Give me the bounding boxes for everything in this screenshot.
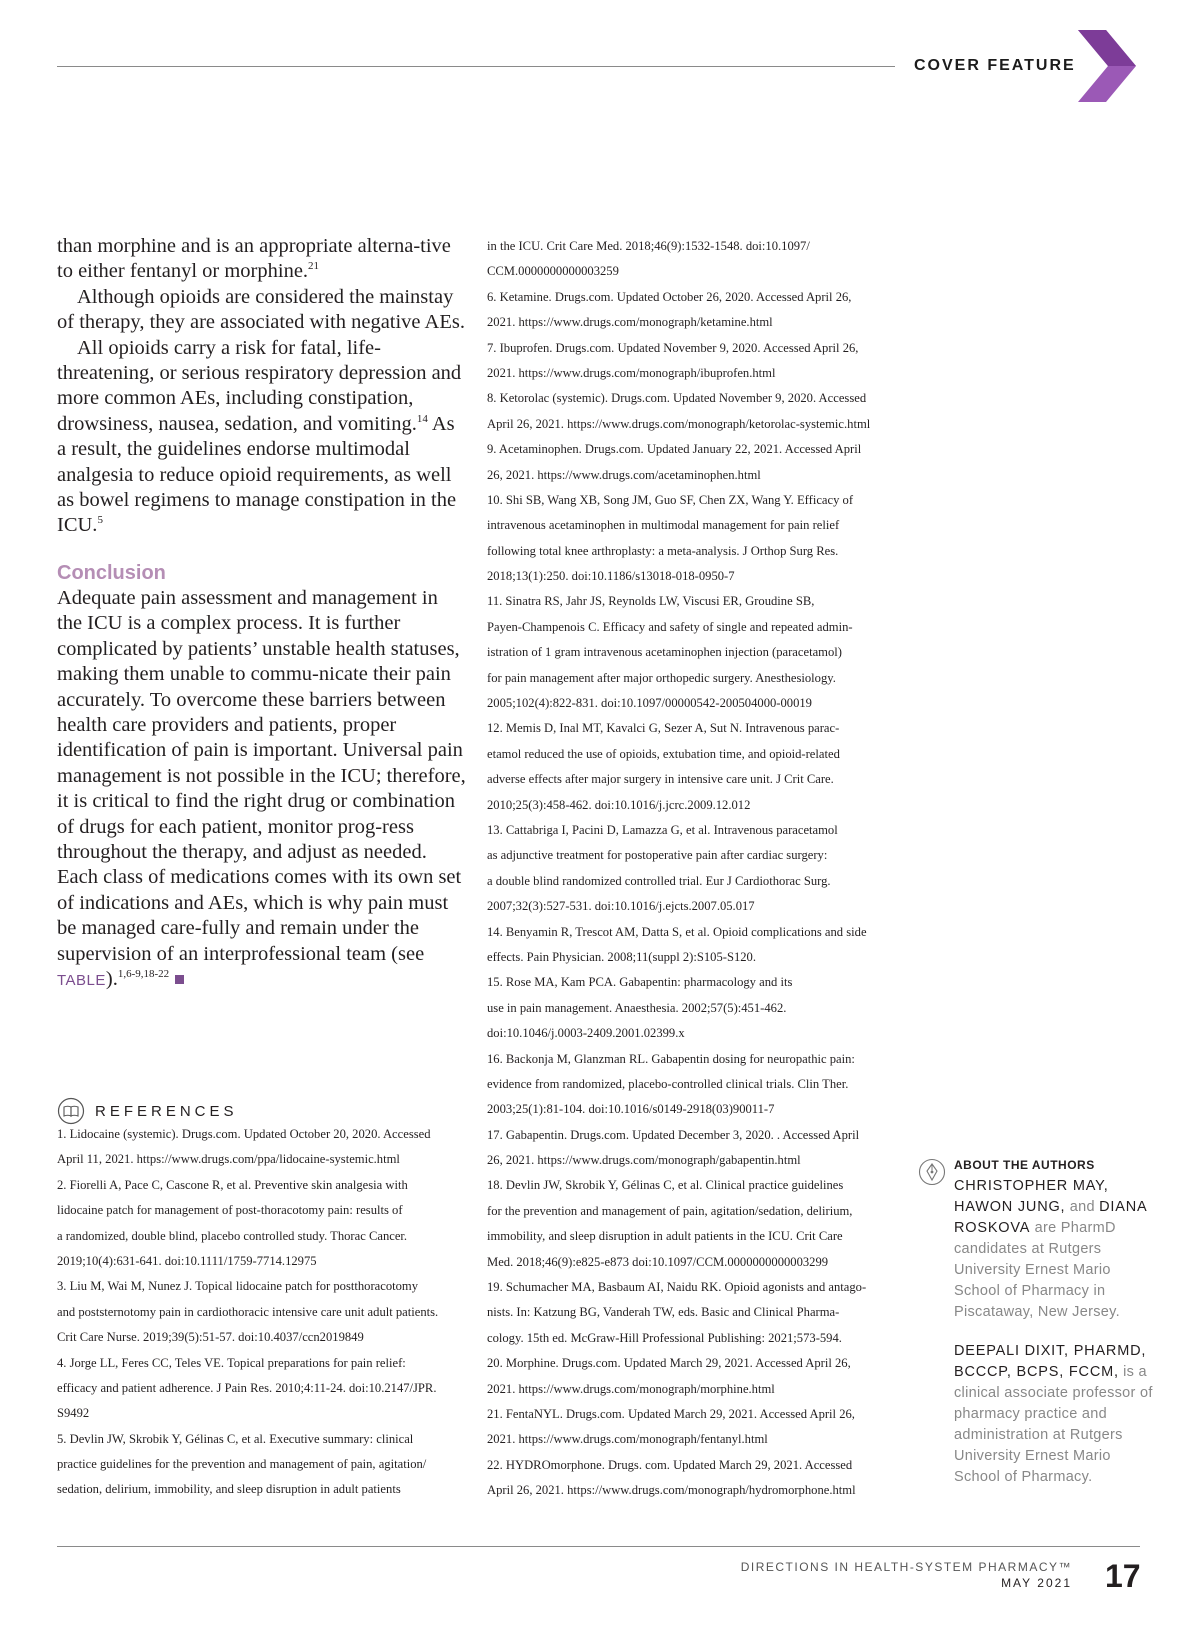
citation: 5 — [97, 514, 103, 527]
conclusion-body — [57, 586, 467, 994]
left-column — [57, 234, 467, 993]
reference-line: 1. Lidocaine (systemic). Drugs.com. Updated October 20, 2020. Accessed — [57, 1127, 431, 1141]
reference-line: 26, 2021. https://www.drugs.com/monograph/gabapentin.html — [487, 1153, 801, 1168]
reference-line: 20. Morphine. Drugs.com. Updated March 29, 2021. Accessed April 26, — [487, 1356, 851, 1371]
publication-name: DIRECTIONS IN HEALTH-SYSTEM PHARMACY™ — [740, 1560, 1072, 1574]
author-name: CHRISTOPHER MAY, — [954, 1178, 1109, 1194]
article-body — [57, 234, 467, 539]
reference-line: April 11, 2021. https://www.drugs.com/ppa/lidocaine-systemic.html — [57, 1152, 400, 1167]
references-left-column — [57, 1122, 467, 1503]
reference-line: 19. Schumacher MA, Basbaum AI, Naidu RK. Opioid agonists and antago- — [487, 1280, 867, 1295]
page-number: 17 — [1105, 1558, 1141, 1594]
reference-line: as adjunctive treatment for postoperative pain after cardiac surgery: — [487, 848, 828, 863]
reference-line: 2. Fiorelli A, Pace C, Cascone R, et al. Preventive skin analgesia with — [57, 1177, 408, 1192]
reference-line: sedation, delirium, immobility, and sleep disruption in adult patients — [57, 1482, 401, 1497]
reference-line: nists. In: Katzung BG, Vanderah TW, eds. Basic and Clinical Pharma- — [487, 1305, 840, 1320]
reference-line: efficacy and patient adherence. J Pain Res. 2010;4:11-24. doi:10.2147/JPR. — [57, 1380, 437, 1395]
reference-line: 2021. https://www.drugs.com/monograph/ibuprofen.html — [487, 365, 776, 380]
conjunction: and — [1069, 1199, 1095, 1215]
reference-line: evidence from randomized, placebo-controlled clinical trials. Clin Ther. — [487, 1076, 849, 1091]
paragraph-3 — [57, 336, 467, 539]
reference-line: 2010;25(3):458-462. doi:10.1016/j.jcrc.2009.12.012 — [487, 797, 751, 812]
reference-line: 15. Rose MA, Kam PCA. Gabapentin: pharmacology and its — [487, 975, 793, 990]
author-name: DEEPALI DIXIT, PHARMD, BCCCP, BCPS, FCCM, — [954, 1343, 1147, 1380]
end-mark-icon — [175, 975, 184, 984]
reference-line: in the ICU. Crit Care Med. 2018;46(9):1532-1548. doi:10.1097/ — [487, 239, 810, 253]
chevron-arrow-icon — [1078, 30, 1136, 102]
paragraph-2: Although opioids are considered the mainstay of therapy, they are associated with negative AEs. — [57, 285, 465, 334]
issue-date: MAY 2021 — [1001, 1576, 1072, 1590]
paragraph-1 — [57, 234, 467, 285]
reference-line: 2018;13(1):250. doi:10.1186/s13018-018-0950-7 — [487, 569, 735, 584]
about-heading: ABOUT THE AUTHORS — [954, 1158, 1095, 1172]
reference-line: S9492 — [57, 1406, 90, 1421]
reference-line: 11. Sinatra RS, Jahr JS, Reynolds LW, Viscusi ER, Groudine SB, — [487, 594, 815, 609]
bio-text: are PharmD candidates at Rutgers University Ernest Mario School of Pharmacy in Piscataway, New Jersey. — [954, 1220, 1120, 1320]
author-name: HAWON JUNG, — [954, 1199, 1066, 1215]
reference-line: 12. Memis D, Inal MT, Kavalci G, Sezer A, Sut N. Intravenous parac- — [487, 721, 840, 736]
reference-line: etamol reduced the use of opioids, extubation time, and opioid-related — [487, 746, 840, 761]
bio-text: is a clinical associate professor of pharmacy practice and administration at Rutgers University Ernest Mario School of Pharmacy. — [954, 1364, 1153, 1485]
reference-line: 2007;32(3):527-531. doi:10.1016/j.ejcts.2007.05.017 — [487, 899, 755, 914]
reference-line: immobility, and sleep disruption in adult patients in the ICU. Crit Care — [487, 1229, 843, 1244]
table-link[interactable]: TABLE — [57, 971, 106, 989]
para3a-text: All opioids carry a risk for fatal, life-threatening, or serious respiratory depression and more common AEs, including constipation, drowsiness, nausea, sedation, and vomiting. — [57, 336, 462, 435]
reference-line: 18. Devlin JW, Skrobik Y, Gélinas C, et al. Clinical practice guidelines — [487, 1178, 844, 1193]
reference-line: 2021. https://www.drugs.com/monograph/ketamine.html — [487, 315, 773, 330]
reference-line: Crit Care Nurse. 2019;39(5):51-57. doi:10.4037/ccn2019849 — [57, 1330, 364, 1345]
about-authors — [954, 1158, 1154, 1506]
footer-rule — [57, 1546, 1140, 1547]
reference-line: April 26, 2021. https://www.drugs.com/monograph/hydromorphone.html — [487, 1483, 856, 1498]
reference-line: 26, 2021. https://www.drugs.com/acetaminophen.html — [487, 467, 761, 482]
reference-line: practice guidelines for the prevention and management of pain, agitation/ — [57, 1457, 427, 1472]
reference-line: Med. 2018;46(9):e825-e873 doi:10.1097/CCM.0000000000003299 — [487, 1254, 829, 1269]
conclusion-heading: Conclusion — [57, 561, 166, 584]
conclusion-text: Adequate pain assessment and management in the ICU is a complex process. It is further complicated by patients’ unstable health statuses, making them unable to commu-nicate their pain accurately. To overcome these barriers between health care providers and patients, proper identification of pain is important. Universal pain management is not possible in the ICU; therefore, it is critical to find the right drug or combination of drugs for each patient, monitor prog-ress throughout the therapy, and adjust as needed. Each class of medications comes with its own set of indications and AEs, which is why pain must be managed care-fully and remain under the supervision of an interprofessional team (see — [57, 586, 466, 965]
references-title: REFERENCES — [95, 1102, 238, 1120]
reference-line: 2003;25(1):81-104. doi:10.1016/s0149-2918(03)90011-7 — [487, 1102, 775, 1117]
reference-line: istration of 1 gram intravenous acetaminophen injection (paracetamol) — [487, 645, 842, 660]
reference-line: 2005;102(4):822-831. doi:10.1097/00000542-200504000-00019 — [487, 696, 812, 711]
reference-line: and poststernotomy pain in cardiothoracic intensive care unit adult patients. — [57, 1304, 439, 1319]
reference-line: cology. 15th ed. McGraw-Hill Professional Publishing: 2021;573-594. — [487, 1330, 842, 1345]
conclusion-close: ). — [105, 967, 118, 990]
reference-line: a randomized, double blind, placebo controlled study. Thorac Cancer. — [57, 1228, 408, 1243]
references-header — [57, 1097, 238, 1125]
reference-line: following total knee arthroplasty: a meta-analysis. J Orthop Surg Res. — [487, 543, 839, 558]
citation: 1,6-9,18-22 — [117, 968, 170, 981]
header-rule — [57, 66, 895, 67]
references-right-column — [487, 234, 897, 1504]
reference-line: Payen-Champenois C. Efficacy and safety of single and repeated admin- — [487, 619, 853, 634]
reference-line: for the prevention and management of pain, agitation/sedation, delirium, — [487, 1203, 853, 1218]
para3b-text: As a result, the guidelines endorse multimodal analgesia to reduce opioid requirements, as well as bowel regimens to manage constipation in the ICU. — [57, 412, 457, 537]
reference-line: 9. Acetaminophen. Drugs.com. Updated January 22, 2021. Accessed April — [487, 442, 862, 457]
reference-line: 6. Ketamine. Drugs.com. Updated October 26, 2020. Accessed April 26, — [487, 289, 852, 304]
reference-line: 8. Ketorolac (systemic). Drugs.com. Updated November 9, 2020. Accessed — [487, 391, 867, 406]
citation: 14 — [416, 413, 428, 426]
section-label: COVER FEATURE — [914, 57, 1076, 74]
reference-line: April 26, 2021. https://www.drugs.com/monograph/ketorolac-systemic.html — [487, 416, 871, 431]
reference-line: 7. Ibuprofen. Drugs.com. Updated November 9, 2020. Accessed April 26, — [487, 340, 859, 355]
reference-line: 3. Liu M, Wai M, Nunez J. Topical lidocaine patch for postthoracotomy — [57, 1279, 419, 1294]
reference-line: 16. Backonja M, Glanzman RL. Gabapentin dosing for neuropathic pain: — [487, 1051, 855, 1066]
reference-line: CCM.0000000000003259 — [487, 264, 619, 279]
author-name: DIANA — [1099, 1199, 1148, 1215]
reference-line: 13. Cattabriga I, Pacini D, Lamazza G, et al. Intravenous paracetamol — [487, 822, 838, 837]
reference-line: 2019;10(4):631-641. doi:10.1111/1759-7714.12975 — [57, 1253, 317, 1268]
reference-line: adverse effects after major surgery in intensive care unit. J Crit Care. — [487, 772, 834, 787]
reference-line: 14. Benyamin R, Trescot AM, Datta S, et al. Opioid complications and side — [487, 924, 867, 939]
reference-line: intravenous acetaminophen in multimodal management for pain relief — [487, 518, 840, 533]
reference-line: for pain management after major orthopedic surgery. Anesthesiology. — [487, 670, 836, 685]
reference-line: 21. FentaNYL. Drugs.com. Updated March 29, 2021. Accessed April 26, — [487, 1406, 855, 1421]
author-bio-2 — [954, 1341, 1154, 1488]
reference-line: 2021. https://www.drugs.com/monograph/morphine.html — [487, 1381, 775, 1396]
reference-line: 5. Devlin JW, Skrobik Y, Gélinas C, et al. Executive summary: clinical — [57, 1431, 414, 1446]
citation: 21 — [308, 260, 320, 273]
reference-line: 17. Gabapentin. Drugs.com. Updated December 3, 2020. . Accessed April — [487, 1127, 860, 1142]
book-icon — [57, 1097, 87, 1125]
author-name: ROSKOVA — [954, 1220, 1031, 1236]
reference-line: 22. HYDROmorphone. Drugs. com. Updated March 29, 2021. Accessed — [487, 1457, 853, 1472]
reference-line: effects. Pain Physician. 2008;11(suppl 2):S105-S120. — [487, 949, 757, 964]
para1-text: than morphine and is an appropriate alterna-tive to either fentanyl or morphine. — [57, 235, 451, 283]
reference-line: lidocaine patch for management of post-thoracotomy pain: results of — [57, 1203, 403, 1218]
reference-line: 4. Jorge LL, Feres CC, Teles VE. Topical preparations for pain relief: — [57, 1355, 406, 1370]
reference-line: 2021. https://www.drugs.com/monograph/fentanyl.html — [487, 1432, 768, 1447]
author-bio-1 — [954, 1176, 1154, 1323]
reference-line: doi:10.1046/j.0003-2409.2001.02399.x — [487, 1026, 685, 1041]
pen-nib-icon — [918, 1158, 946, 1186]
reference-line: 10. Shi SB, Wang XB, Song JM, Guo SF, Chen ZX, Wang Y. Efficacy of — [487, 492, 854, 507]
reference-line: a double blind randomized controlled trial. Eur J Cardiothorac Surg. — [487, 873, 831, 888]
reference-line: use in pain management. Anaesthesia. 2002;57(5):451-462. — [487, 1000, 787, 1015]
